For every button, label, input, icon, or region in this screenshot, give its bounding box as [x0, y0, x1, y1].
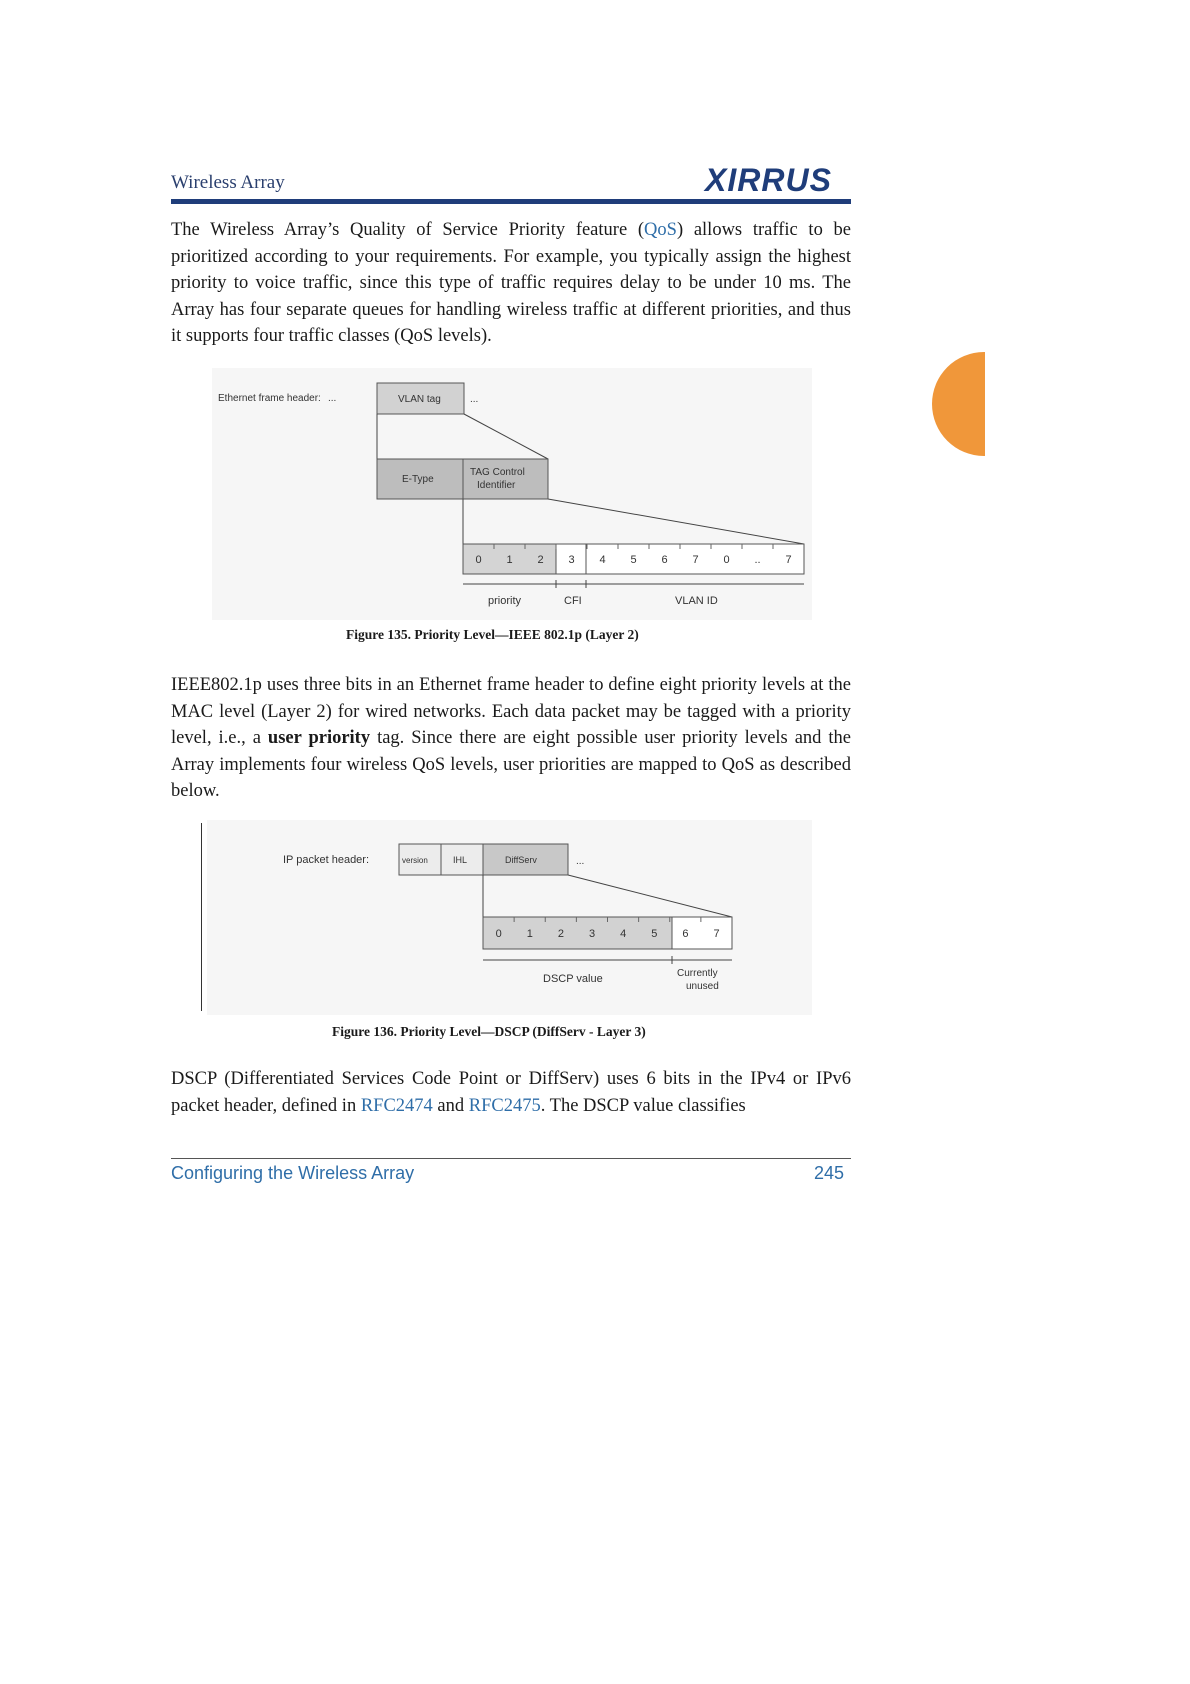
bit-label: 6 [682, 928, 689, 940]
intro-paragraph: The Wireless Array’s Quality of Service Priority feature (QoS) allows traffic to be prioritized according to your requirements. For example, you typically assign the highest priority to voice traffic, since this type of traffic requires delay to be under 10 ms. The Array has four separate queues for handling wireless traffic at different priorities, and thus it supports four traffic classes (QoS levels). [171, 220, 851, 346]
bit-label: 4 [599, 554, 606, 566]
svg-text:unused: unused [686, 981, 719, 992]
ieee-8021p-diagram [212, 368, 812, 620]
page-number: 245 [814, 1163, 845, 1183]
svg-text:...: ... [576, 856, 585, 867]
bit-label: 7 [692, 554, 699, 566]
bit-label: 0 [495, 928, 502, 940]
ethernet-header-label: Ethernet frame header: [218, 393, 321, 404]
figure-136 [207, 820, 812, 1015]
bit-label: 1 [506, 554, 513, 566]
dscp-value-label: DSCP value [543, 973, 603, 985]
bit-label: 7 [785, 554, 792, 566]
unused-label: Currently [677, 968, 718, 979]
ieee-paragraph: IEEE802.1p uses three bits in an Ethernet frame header to define eight priority levels at the MAC level (Layer 2) for wired networks. Each data packet may be tagged with a priority level, i.e., a user priority tag. Since there are eight possible user priority levels and the Array implements four wireless QoS levels, user priorities are mapped to QoS as described below. [171, 675, 851, 801]
dscp-diagram [207, 820, 812, 1015]
rfc2474-link[interactable]: RFC2474 [360, 1095, 433, 1116]
cfi-group-label: CFI [564, 595, 582, 607]
priority-group-label: priority [488, 595, 522, 607]
figure-135-caption: Figure 135. Priority Level—IEEE 802.1p (Layer 2) [346, 627, 639, 642]
bit-label: 0 [475, 554, 482, 566]
bit-label: 5 [651, 928, 658, 940]
figure-136-margin-bar [201, 823, 202, 1011]
vlan-tag-box: VLAN tag [398, 394, 441, 405]
xirrus-logo [705, 162, 832, 199]
svg-text:...: ... [470, 394, 479, 405]
bit-label: 6 [661, 554, 668, 566]
bit-label: 1 [526, 928, 533, 940]
bit-label: 7 [713, 928, 720, 940]
tag-control-box: TAG Control [470, 467, 525, 478]
bit-label: 0 [723, 554, 730, 566]
bit-label: 3 [568, 554, 575, 566]
rfc2475-link[interactable]: RFC2475 [468, 1095, 541, 1116]
user-priority-term: user priority [267, 728, 371, 748]
bit-label: 3 [588, 928, 596, 940]
bit-label: 2 [557, 928, 564, 940]
vlan-id-group-label: VLAN ID [675, 595, 718, 607]
footer-rule [171, 1158, 851, 1159]
bit-label: 2 [537, 554, 544, 566]
ip-header-label: IP packet header: [283, 854, 370, 866]
figure-136-caption: Figure 136. Priority Level—DSCP (DiffServ - Layer 3) [332, 1024, 646, 1039]
dscp-paragraph: DSCP (Differentiated Services Code Point or DiffServ) uses 6 bits in the IPv4 or IPv6 packet header, defined in RFC2474 and RFC2475. The DSCP value classifies [171, 1069, 851, 1116]
diffserv-box: DiffServ [505, 855, 537, 865]
running-header-title: Wireless Array [171, 172, 285, 193]
svg-text:Identifier: Identifier [477, 480, 516, 491]
header-rule [171, 199, 851, 204]
footer-chapter-title: Configuring the Wireless Array [171, 1163, 415, 1183]
version-box: version [402, 856, 428, 865]
logo-text: XIRRUS [705, 162, 832, 198]
ihl-box: IHL [453, 855, 468, 865]
qos-link[interactable]: QoS [644, 220, 677, 240]
etype-box: E-Type [402, 474, 434, 485]
bit-label: 4 [620, 928, 627, 940]
bit-label: .. [754, 554, 761, 566]
bit-label: 5 [630, 554, 637, 566]
svg-text:...: ... [328, 393, 337, 404]
figure-135 [212, 368, 812, 620]
